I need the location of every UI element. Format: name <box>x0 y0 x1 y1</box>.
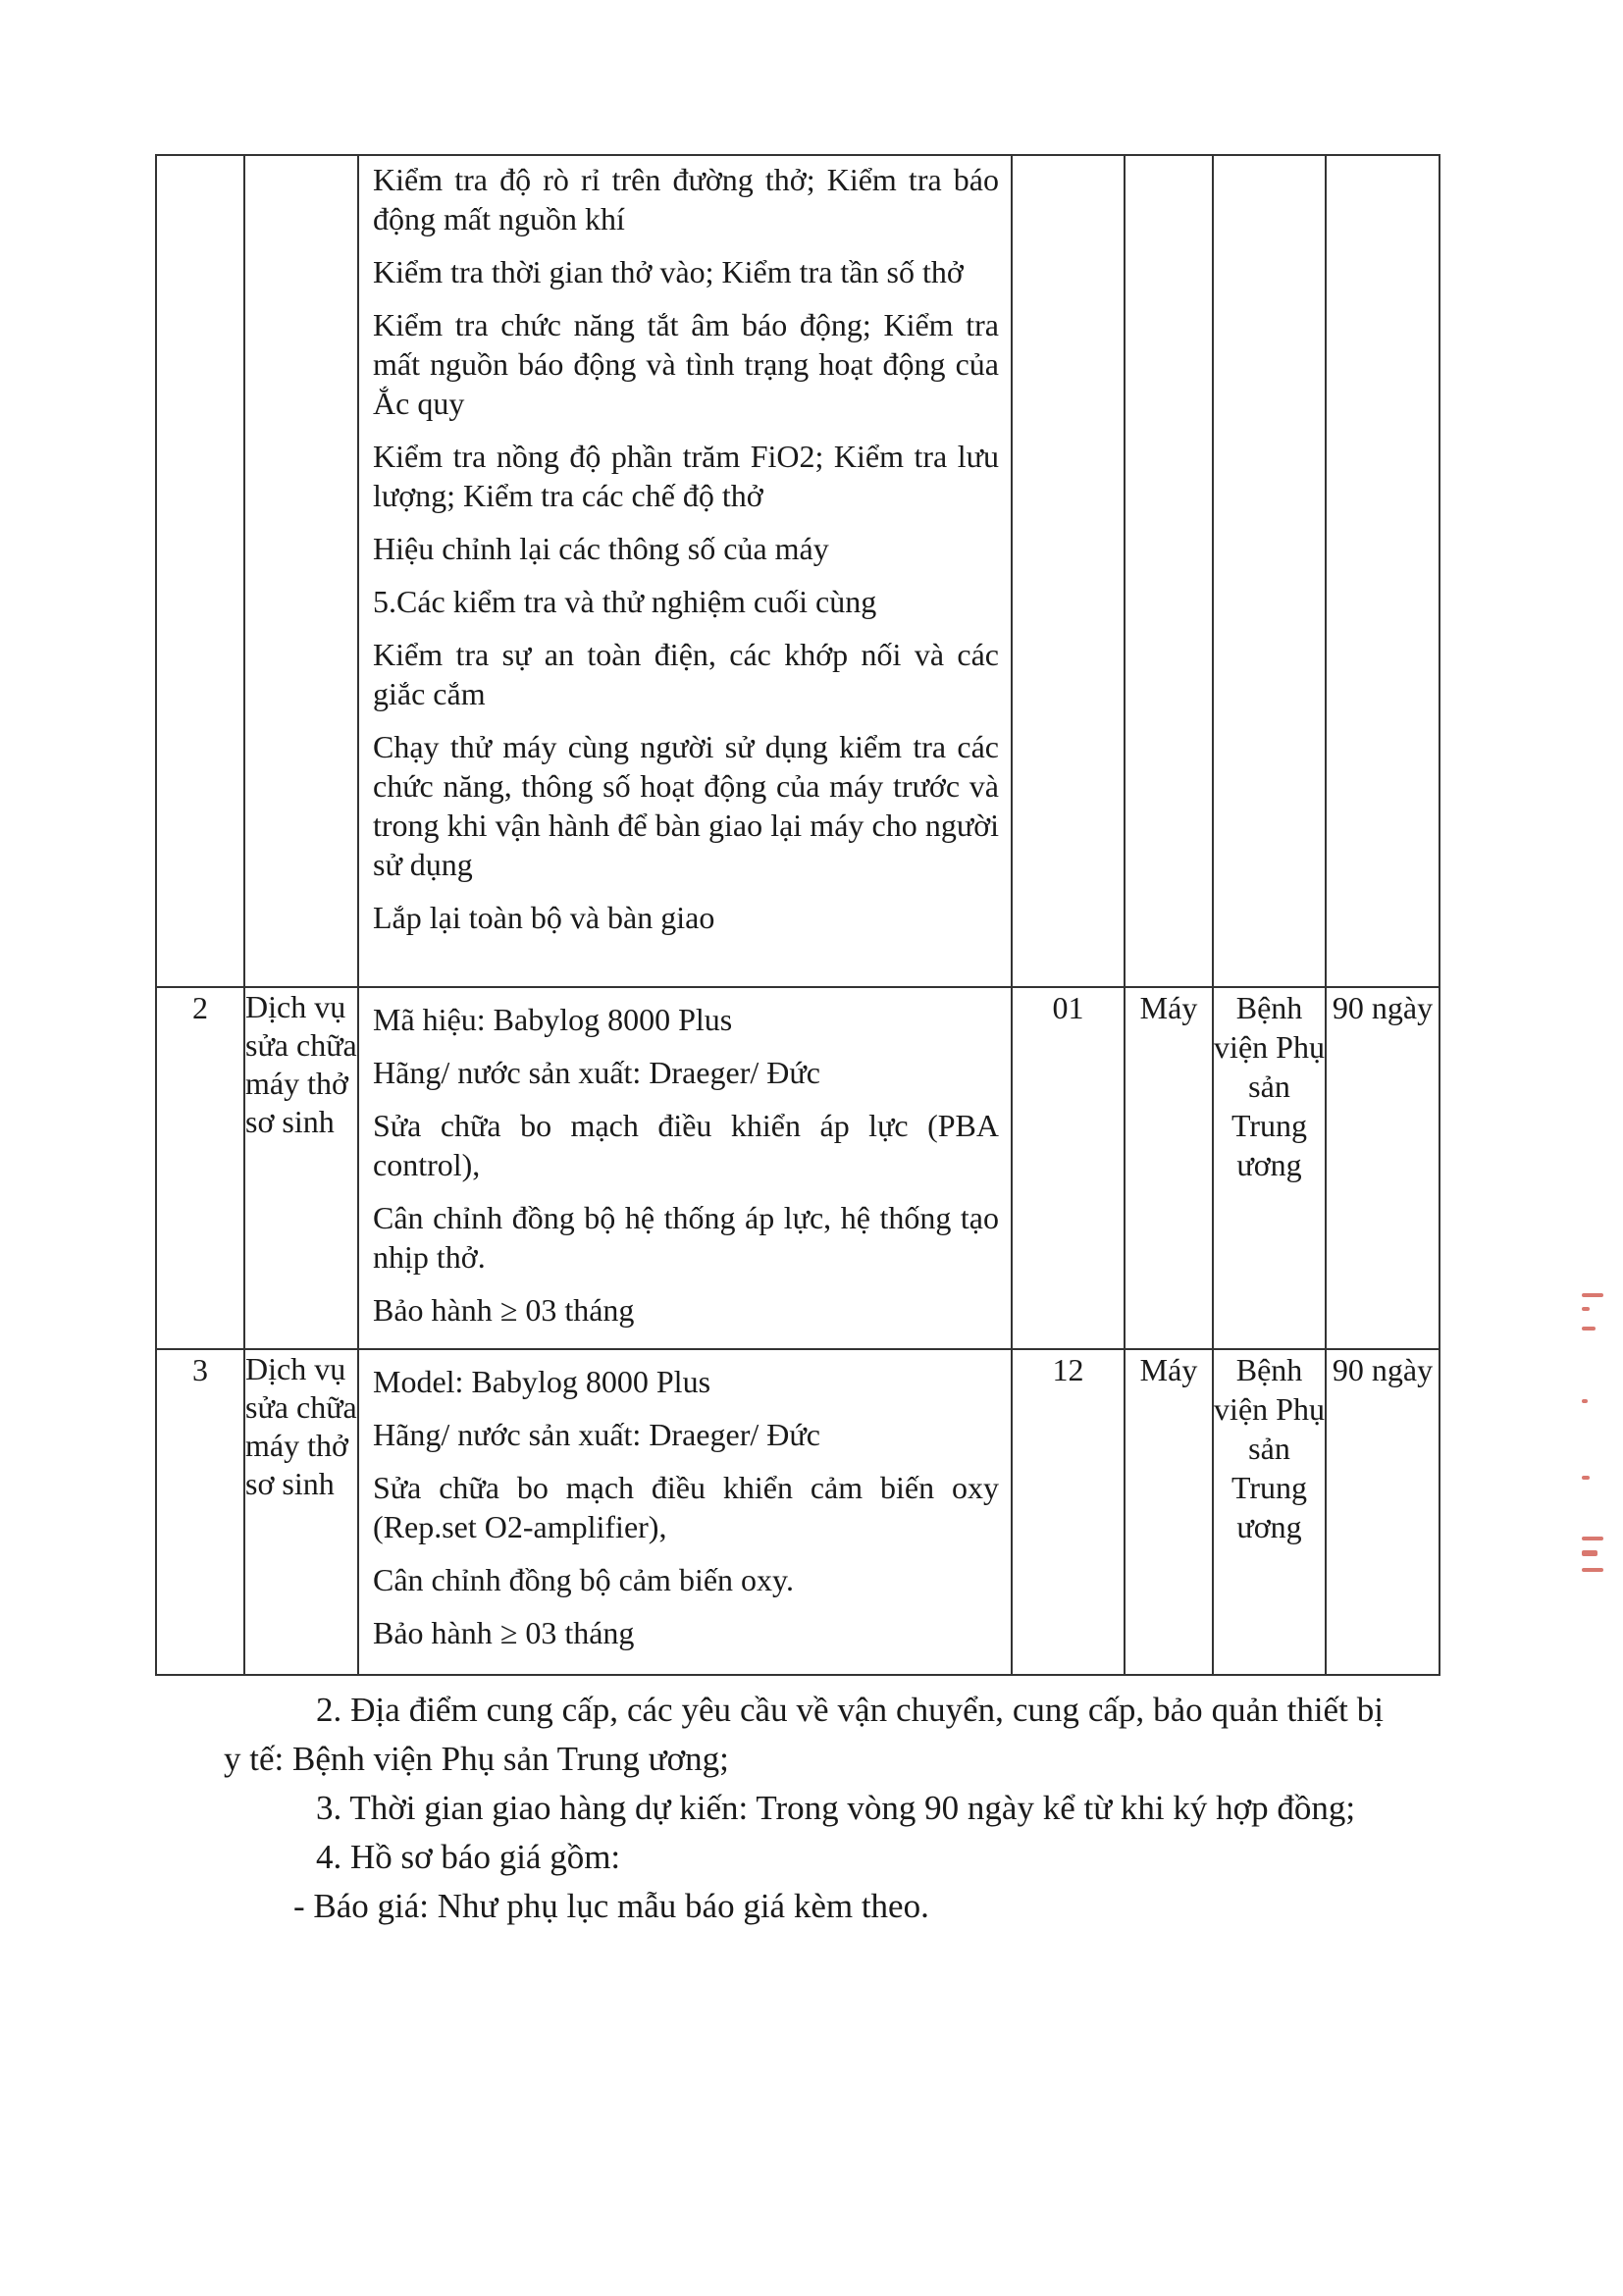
description-line: Cân chỉnh đồng bộ cảm biến oxy. <box>373 1562 794 1597</box>
delivery-location-paragraph: 2. Địa điểm cung cấp, các yêu cầu về vận chuyển, cung cấp, bảo quản thiết bị y tế: Bệnh viện Phụ sản Trung ương; <box>224 1691 1384 1778</box>
description-line: Bảo hành ≥ 03 tháng <box>373 1615 635 1650</box>
description-line: Bảo hành ≥ 03 tháng <box>373 1292 635 1328</box>
table-row <box>156 155 1440 987</box>
description-line: Sửa chữa bo mạch điều khiển áp lực (PBA control), <box>373 1108 999 1182</box>
description-line: Kiểm tra chức năng tắt âm báo động; Kiểm tra mất nguồn báo động và tình trạng hoạt động của Ắc quy <box>373 307 999 421</box>
description-line: Kiểm tra thời gian thở vào; Kiểm tra tần số thở <box>373 254 964 289</box>
description-line: Model: Babylog 8000 Plus <box>373 1364 711 1399</box>
delivery-time-cell: 90 ngày <box>1326 987 1440 1349</box>
table-row <box>156 987 1440 1349</box>
quantity-cell <box>1012 155 1125 987</box>
quantity-cell: 12 <box>1012 1349 1125 1675</box>
delivery-time-cell: 90 ngày <box>1326 1349 1440 1675</box>
description-line: Kiểm tra sự an toàn điện, các khớp nối và các giắc cắm <box>373 637 999 711</box>
description-line: Kiểm tra nồng độ phần trăm FiO2; Kiểm tra lưu lượng; Kiểm tra các chế độ thở <box>373 439 999 513</box>
service-spec-table <box>155 154 1440 1676</box>
location-cell: Bệnh viện Phụ sản Trung ương <box>1213 987 1326 1349</box>
quantity-cell: 01 <box>1012 987 1125 1349</box>
table-row <box>156 1349 1440 1675</box>
description-line: Mã hiệu: Babylog 8000 Plus <box>373 1002 733 1037</box>
description-line: Cân chỉnh đồng bộ hệ thống áp lực, hệ thống tạo nhịp thở. <box>373 1200 999 1275</box>
location-cell: Bệnh viện Phụ sản Trung ương <box>1213 1349 1326 1675</box>
unit-cell: Máy <box>1125 1349 1213 1675</box>
service-name-cell: Dịch vụ sửa chữa máy thở sơ sinh <box>244 987 358 1349</box>
row-number-cell <box>156 155 244 987</box>
description-cell <box>358 1349 1012 1675</box>
unit-cell <box>1125 155 1213 987</box>
row-number-cell: 2 <box>156 987 244 1349</box>
description-line: 5.Các kiểm tra và thử nghiệm cuối cùng <box>373 584 877 619</box>
description-line: Hãng/ nước sản xuất: Draeger/ Đức <box>373 1417 820 1452</box>
description-line: Hãng/ nước sản xuất: Draeger/ Đức <box>373 1055 820 1090</box>
description-line: Kiểm tra độ rò rỉ trên đường thở; Kiểm tra báo động mất nguồn khí <box>373 162 999 236</box>
quotation-documents-paragraph: 4. Hồ sơ báo giá gồm: <box>316 1838 621 1876</box>
description-cell <box>358 987 1012 1349</box>
edge-stamp-mark <box>1582 1293 1609 1578</box>
description-line: Chạy thử máy cùng người sử dụng kiểm tra các chức năng, thông số hoạt động của máy trước và trong khi vận hành để bàn giao lại máy cho người sử dụng <box>373 729 999 882</box>
description-line: Hiệu chỉnh lại các thông số của máy <box>373 531 829 566</box>
row-number-cell: 3 <box>156 1349 244 1675</box>
quotation-item: - Báo giá: Như phụ lục mẫu báo giá kèm theo. <box>293 1887 929 1925</box>
service-name-cell <box>244 155 358 987</box>
description-line: Sửa chữa bo mạch điều khiển cảm biến oxy (Rep.set O2-amplifier), <box>373 1470 999 1544</box>
location-cell <box>1213 155 1326 987</box>
document-body-text <box>224 1686 1384 1931</box>
unit-cell: Máy <box>1125 987 1213 1349</box>
service-name-cell: Dịch vụ sửa chữa máy thở sơ sinh <box>244 1349 358 1675</box>
delivery-time-cell <box>1326 155 1440 987</box>
description-line: Lắp lại toàn bộ và bàn giao <box>373 900 715 935</box>
description-cell <box>358 155 1012 987</box>
delivery-time-paragraph: 3. Thời gian giao hàng dự kiến: Trong vòng 90 ngày kể từ khi ký hợp đồng; <box>316 1789 1356 1827</box>
